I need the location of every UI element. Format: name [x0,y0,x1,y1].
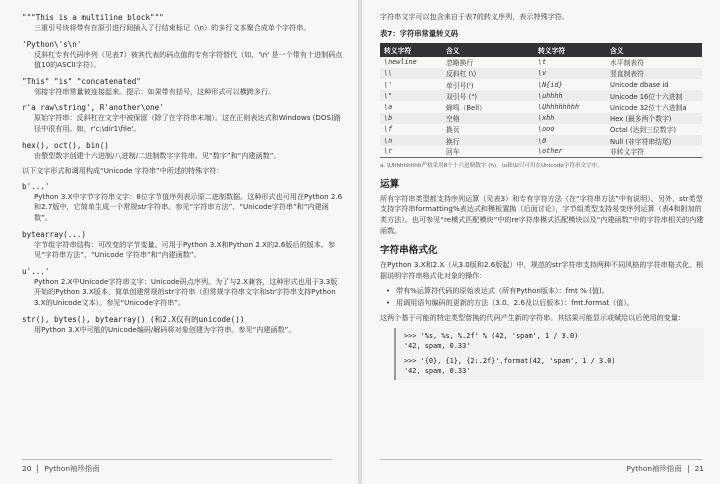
escape-intro: 字符串文字可以包含来自于表7的转义序列，表示特殊字符。 [380,12,569,21]
table-cell: 非转义字符 [606,146,702,157]
table-cell: \a [384,102,393,111]
table-cell: \t [538,58,547,67]
code-line: '42, spam, 0.33' [404,367,471,376]
entry-description: 邻接字符串常量被连接起来。提示：如果带有括号，这种形式可以横跨多行。 [34,86,276,96]
definition-entry [22,39,344,71]
unicode-intro: 以下文字形式和调用构成“Unicode 字符串”中所述的特殊字符： [22,166,224,176]
right-page-number: 21 [694,464,704,473]
ops-paragraph: 所有字符串类型都支持序列运算（见表3）和专有字符方法（在“字符串方法”中有说明）。另外，str类型支持字符串formatting%表达式和模板置换（后面讨论），字节组类型支持易变序列运算（表4和附加的类方法）。也可参见“re模式匹配模块”中的re字符串模式匹配模块以及“内建函数”中的字符串相关的内建函数。 [380,193,704,235]
entry-code: 'Python\'s\n' [22,39,82,49]
table-cell: 单引号(') [446,81,474,90]
definition-entry [22,229,344,261]
table-row [380,68,702,79]
table-cell: Unicode 16位十六进制 [606,90,702,101]
entry-description: 由整型数字创建十六进制/八进制/二进制数字字符串。见“数字”和“内建函数”。 [34,150,281,160]
entry-description: 三重引号块将带有在原引进行间插入了行结束标记（\n）的多行文本聚合成单个字符串。 [34,23,311,32]
table-cell: \newline [384,58,417,67]
definition-entry [22,140,344,162]
table-cell: Null (非字符串结尾) [606,135,702,146]
table-row [380,124,702,135]
table-cell: Unicode 32位十六进制a [610,103,687,112]
string-forms-list [22,12,344,161]
right-footer [626,463,704,474]
format-paragraph: 在Python 3.X和2.X（从3.0版和2.6版起）中，规范的str字符串支持两种不同风格的字符串格式化，根据说明字符串格式化对象的操作： [380,260,704,280]
table-cell: \0 [534,135,606,146]
table-cell: \uhhhh [534,90,606,101]
table-cell: Hex (最多两个数字) [606,113,702,124]
definition-entry [22,181,344,224]
table-cell: Octal (达到三位数字) [610,126,677,135]
bullet-item: • 带有%运算符代码的原始表达式（所有Python版本）：fmt % (值)。 [386,285,704,297]
entry-code: hex(), oct(), bin() [22,140,109,150]
table-cell: \ooo [538,125,555,134]
entry-description: 字节组字符串结构：可改变的字节变量。可用于Python 3.X和Python 2.X的2.6版后的版本。参见“字符串方法”、“Unicode 字符串”和“内建函数”。 [34,239,336,260]
left-book-title: Python袖珍指南 [44,464,100,473]
unicode-forms-list [22,181,344,335]
escape-table [380,43,702,158]
table-cell: \f [384,125,393,134]
format-section-title: 字符串格式化 [380,245,438,257]
table-cell: 忽略换行 [446,59,474,68]
table-cell: 蜂鸣（Bell） [446,103,486,112]
table-cell: 双引号 (") [442,90,534,101]
code-line: '42, spam, 0.33' [404,342,471,351]
table-cell: \other [534,146,606,157]
entry-description: Python 2.X中Unicode字符串文字：Unicode码点序列。为了与2.X兼容，这种形式也用于3.3版开始的Python 3.X版本，简单创建常规的str字符串（但常规字符串文字和str字符串支持Python 3.X的Unicode文本）。参见“Unicode字符串”。 [34,276,338,307]
table-cell: \" [380,90,442,101]
table-title: 表7：字符串常量转义码 [380,28,459,38]
bullet-item: • 用调用语句编码的更新的方法（3.0、2.6及以后版本）：fmt.format（值）。 [386,297,704,309]
entry-description: 反斜杠专有代码序列（见表7）被其代表的码点值的专有字符替代（如，'\n' 是一个带有十进制码点值10的ASCII字符）。 [34,49,343,70]
table-cell: 空格 [442,113,534,124]
left-footer [22,463,100,474]
table-cell: 换页 [446,126,460,135]
definition-entry [22,76,344,98]
table-header-cell: 转义字符 [534,43,606,57]
definition-entry [22,266,344,309]
table-header-row [380,43,702,57]
left-footer-rule [22,459,332,460]
right-footer-rule [380,459,702,460]
table-cell: 竖直制表符 [606,68,702,79]
definition-entry [22,102,344,134]
entry-code: str(), bytes(), bytearray() (和2.X仅有的unicode()) [22,314,245,324]
left-page-number: 20 [22,464,32,473]
right-book-title: Python袖珍指南 [626,464,682,473]
table-header-cell: 含义 [606,43,702,57]
table-cell: \b [380,113,442,124]
entry-code: r'a raw\string', R'another\one' [22,103,164,113]
table-row [380,90,702,101]
code-example [394,328,704,380]
table-footnote: a. \Uhhhhhhhh严格采用8个十六进制数字 (h)，\u和\U只可用在Unicode字符串文字中。 [380,162,603,169]
entry-code: bytearray(...) [22,229,87,239]
table-cell: Unicode dbase id [610,80,669,89]
entry-code: u'...' [22,266,50,276]
entry-code: """This is a multiline block""" [22,13,164,22]
table-cell: \\ [380,68,442,79]
table-cell: \' [384,80,393,89]
table-row [380,113,702,124]
right-page [362,0,720,484]
table-row [380,79,702,90]
table-cell: \xhh [534,113,606,124]
table-cell: \n [380,135,442,146]
entry-code: b'...' [22,181,50,191]
code-line: >>> '{0}, {1}, {2:.2f}'.format(42, 'spam', 1 / 3.0) [404,356,616,365]
table-cell: 反斜杠 (\) [442,68,534,79]
table-cell: 水平制表符 [610,59,644,68]
ops-section-title: 运算 [380,178,400,190]
table-cell: 回车 [442,146,534,157]
definition-entry [22,314,344,336]
left-page [0,0,358,484]
after-bullets-paragraph: 这两个基于可能的特定类型替换的代码产生新的字符串。其结果可能显示或赋给以后使用的变量： [380,313,686,323]
table-cell: 换行 [442,135,534,146]
table-header-cell: 转义字符 [380,43,442,57]
definition-entry [22,12,344,34]
table-cell: \v [534,68,606,79]
entry-description: 用Python 3.X中可能的Unicode编码/解码将对象创建为字符串。参见“内建函数”。 [34,324,296,334]
table-cell: \N{id} [538,80,563,89]
format-bullets [386,285,704,309]
table-row [380,57,702,68]
table-header-cell: 含义 [442,43,534,57]
footer-divider [688,465,689,473]
table-row [380,146,702,157]
table-row [380,101,702,112]
entry-description: Python 3.X中字节字符串文字：8位字节值序列表示原二进制数据。这种形式也可用在Python 2.6和2.7版中，它简单生成一个常规str字符串。参见“字符串方法”、“Unicode字符串”和“内建函数”。 [34,191,343,222]
table-cell: \r [380,146,442,157]
entry-code: "This" "is" "concatenated" [22,76,141,86]
table-cell: \Uhhhhhhhh [538,102,579,111]
footer-divider [37,465,38,473]
entry-description: 原始字符串：反斜杠在文字中被保留（除了在字符串末端）。这在正则表达式和Windows (DOS)路径中很有用。如，r'c:\dir1\file'。 [34,113,341,133]
table-row [380,135,702,146]
code-line: >>> '%s, %s, %.2f' % (42, 'spam', 1 / 3.0) [404,331,579,340]
